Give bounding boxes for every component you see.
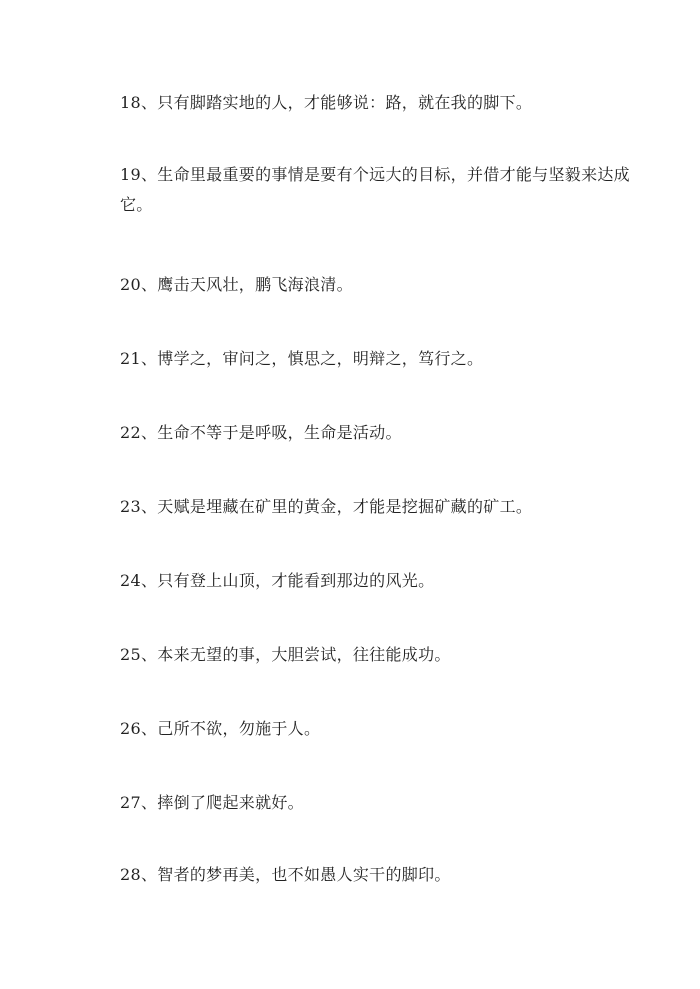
quote-separator: 、: [140, 571, 158, 590]
quote-text: 天赋是埋藏在矿里的黄金，才能是挖掘矿藏的矿工。: [157, 497, 533, 516]
quote-text: 博学之，审问之，慎思之，明辩之，笃行之。: [157, 349, 484, 368]
quote-text: 只有登上山顶，才能看到那边的风光。: [157, 571, 435, 590]
quote-item-20: [120, 270, 620, 300]
quote-number: 19: [120, 165, 141, 184]
quote-item-26: [120, 714, 620, 744]
quote-separator: 、: [140, 719, 158, 738]
quote-item-25: [120, 640, 620, 670]
quote-item-28: [120, 860, 620, 890]
quote-number: 22: [120, 423, 141, 442]
quote-text: 本来无望的事，大胆尝试，往往能成功。: [157, 645, 451, 664]
quote-text: 智者的梦再美，也不如愚人实干的脚印。: [157, 865, 451, 884]
quote-separator: 、: [140, 423, 158, 442]
quote-text: 只有脚踏实地的人，才能够说：路，就在我的脚下。: [157, 93, 533, 112]
quote-number: 24: [120, 571, 141, 590]
quote-number: 27: [120, 793, 141, 812]
quote-item-18: [120, 88, 620, 118]
quote-separator: 、: [140, 793, 158, 812]
quote-number: 18: [120, 93, 141, 112]
quote-item-23: [120, 492, 620, 522]
quote-separator: 、: [140, 865, 158, 884]
quote-separator: 、: [140, 93, 158, 112]
quote-item-22: [120, 418, 620, 448]
quote-item-19: [120, 160, 640, 220]
quote-item-24: [120, 566, 620, 596]
quote-item-27: [120, 788, 620, 818]
quote-text: 摔倒了爬起来就好。: [157, 793, 304, 812]
quote-separator: 、: [140, 349, 158, 368]
quote-number: 25: [120, 645, 141, 664]
quote-text: 生命不等于是呼吸，生命是活动。: [157, 423, 402, 442]
quote-number: 23: [120, 497, 141, 516]
quote-separator: 、: [140, 497, 158, 516]
quote-separator: 、: [140, 165, 158, 184]
quote-separator: 、: [140, 275, 158, 294]
quote-text: 己所不欲，勿施于人。: [157, 719, 321, 738]
quote-item-21: [120, 344, 620, 374]
quote-number: 28: [120, 865, 141, 884]
quote-separator: 、: [140, 645, 158, 664]
quote-number: 26: [120, 719, 141, 738]
quote-text: 生命里最重要的事情是要有个远大的目标，并借才能与坚毅来达成它。: [120, 165, 630, 214]
quote-number: 21: [120, 349, 141, 368]
quote-text: 鹰击天风壮，鹏飞海浪清。: [157, 275, 353, 294]
quote-number: 20: [120, 275, 141, 294]
